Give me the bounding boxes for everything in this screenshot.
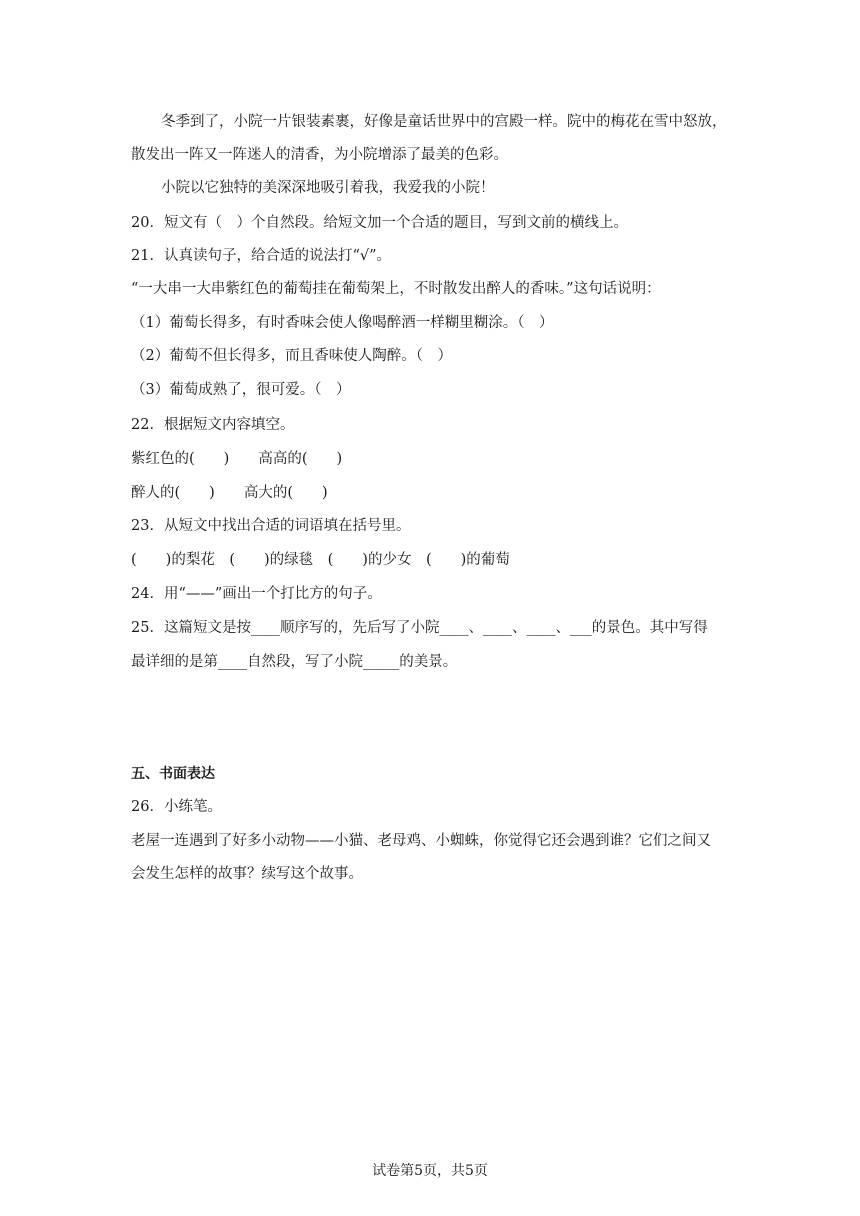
section-5-title: 五、书面表达: [131, 766, 215, 782]
question-26: 26．小练笔。: [131, 799, 222, 815]
question-25-line-2: 最详细的是第____自然段，写了小院_____的美景。: [131, 654, 458, 670]
question-26-prompt-line-1: 老屋一连遇到了好多小动物——小猫、老母鸡、小蜘蛛，你觉得它还会遇到谁？它们之间又: [131, 833, 711, 849]
question-22-row-1: 紫红色的( ) 高高的( ): [131, 451, 343, 467]
passage-paragraph-2: 小院以它独特的美深深地吸引着我，我爱我的小院！: [161, 180, 495, 196]
question-21-option-2: （2）葡萄不但长得多，而且香味使人陶醉。（ ）: [131, 348, 452, 364]
question-21: 21．认真读句子，给合适的说法打“√”。: [131, 248, 392, 264]
passage-paragraph-1-line-2: 散发出一阵又一阵迷人的清香，为小院增添了最美的色彩。: [131, 147, 508, 163]
question-22: 22．根据短文内容填空。: [131, 417, 295, 433]
question-20: 20．短文有（ ）个自然段。给短文加一个合适的题目，写到文前的横线上。: [131, 215, 628, 231]
question-25-line-1: 25．这篇短文是按____顺序写的，先后写了小院____、____、____、___的景色。其中写得: [131, 620, 708, 636]
passage-paragraph-1-line-1: 冬季到了，小院一片银装素裹，好像是童话世界中的宫殿一样。院中的梅花在雪中怒放，: [161, 114, 727, 130]
question-23: 23．从短文中找出合适的词语填在括号里。: [131, 518, 411, 534]
question-22-row-2: 醉人的( ) 高大的( ): [131, 485, 328, 501]
question-24: 24．用“——”画出一个打比方的句子。: [131, 586, 382, 602]
question-21-option-3: （3）葡萄成熟了，很可爱。（ ）: [131, 382, 351, 398]
question-21-option-1: （1）葡萄长得多，有时香味会使人像喝醉酒一样糊里糊涂。（ ）: [131, 315, 554, 331]
question-21-quote: “一大串一大串紫红色的葡萄挂在葡萄架上，不时散发出醉人的香味。”这句话说明：: [131, 281, 661, 297]
question-23-row: ( )的梨花 ( )的绿毯 ( )的少女 ( )的葡萄: [131, 552, 510, 568]
page-footer: 试卷第5页，共5页: [372, 1163, 488, 1179]
question-26-prompt-line-2: 会发生怎样的故事？续写这个故事。: [131, 866, 363, 882]
